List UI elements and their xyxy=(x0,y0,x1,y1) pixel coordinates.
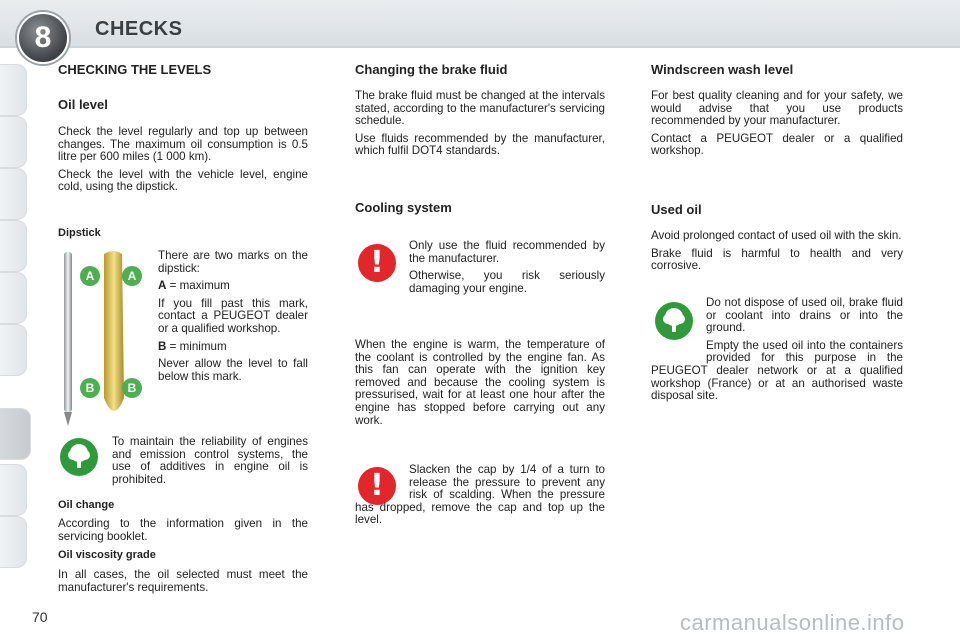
eco-icon-spacer xyxy=(651,297,706,357)
oil-level-paragraph: Check the level with the vehicle level, engine cold, using the dipstick. xyxy=(58,167,308,194)
disposal-paragraph: Do not dispose of used oil, brake fluid or coolant into drains or into the ground. xyxy=(706,296,903,335)
oil-level-heading: Oil level xyxy=(58,97,108,112)
chapter-tab-active[interactable] xyxy=(0,408,31,460)
mark-a-text: = maximum xyxy=(166,279,230,293)
chapter-tab[interactable] xyxy=(0,272,27,324)
cooling-system-text: When the engine is warm, the temperature of the coolant is controlled by the engine fan. As this fan can operate with the ignition key removed and because the cooling system is pressurised, wait for at least one hour after the engine has stopped before carrying out any work. xyxy=(355,338,605,427)
warning-icon: ! xyxy=(358,244,396,282)
dipstick-text xyxy=(158,250,308,388)
washer-heading: Windscreen wash level xyxy=(651,62,794,77)
viscosity-text: In all cases, the oil selected must meet the manufacturer's requirements. xyxy=(58,568,308,594)
used-oil-paragraph: Brake fluid is harmful to health and very corrosive. xyxy=(651,246,903,273)
marker-b: B xyxy=(80,378,100,398)
brake-fluid-paragraph: The brake fluid must be changed at the intervals stated, according to the manufacturer's servicing schedule. xyxy=(355,89,605,128)
used-oil-text xyxy=(651,230,903,278)
used-oil-paragraph: Avoid prolonged contact of used oil with the skin. xyxy=(651,229,902,242)
chapter-tab[interactable] xyxy=(0,516,27,568)
used-oil-heading: Used oil xyxy=(651,202,702,217)
oil-level-text xyxy=(58,126,308,199)
oil-change-text: According to the information given in the servicing booklet. xyxy=(58,517,308,543)
marker-b: B xyxy=(122,378,142,398)
dipstick-intro: There are two marks on the dipstick: xyxy=(158,249,308,275)
warning-paragraph: Otherwise, you risk seriously damaging your engine. xyxy=(409,269,605,295)
warning-icon: ! xyxy=(358,467,396,505)
dipstick-rod xyxy=(64,252,72,412)
warning-icon-spacer xyxy=(355,464,409,500)
viscosity-heading: Oil viscosity grade xyxy=(58,549,156,561)
chapter-tab[interactable] xyxy=(0,324,27,376)
main-heading: CHECKING THE LEVELS xyxy=(58,62,212,77)
washer-text xyxy=(651,90,903,163)
mark-a-letter: A xyxy=(158,279,167,293)
brake-fluid-text xyxy=(355,90,605,163)
chapter-tab[interactable] xyxy=(0,464,27,516)
pressure-cap-text: Slacken the cap by 1/4 of a turn to release the pressure to prevent any risk of scalding. When the pressure has dropped, remove the cap and top up the level. xyxy=(355,463,605,527)
chapter-number-badge: 8 xyxy=(17,12,69,64)
mark-b-letter: B xyxy=(158,339,167,353)
washer-paragraph: For best quality cleaning and for your safety, we would advise that you use products recommended by your manufacturer. xyxy=(651,89,903,128)
additives-note: To maintain the reliability of engines and emission control systems, the use of additives in engine oil is prohibited. xyxy=(112,435,308,486)
marker-a: A xyxy=(122,266,142,286)
chapter-tab[interactable] xyxy=(0,220,27,272)
brake-fluid-heading: Changing the brake fluid xyxy=(355,62,508,77)
disposal-paragraph: Empty the used oil into the containers provided for this purpose in the PEUGEOT dealer network or at a qualified workshop (France) or at an authorised waste disposal site. xyxy=(651,338,903,403)
warning-paragraph: Only use the fluid recommended by the manufacturer. xyxy=(409,239,605,265)
mark-b-note: Never allow the level to fall below this mark. xyxy=(158,357,308,383)
chapter-tabs xyxy=(0,64,34,584)
mark-a-note: If you fill past this mark, contact a PEUGEOT dealer or a qualified workshop. xyxy=(158,296,308,335)
chapter-tab[interactable] xyxy=(0,64,27,116)
chapter-tab[interactable] xyxy=(0,168,27,220)
brake-fluid-paragraph: Use fluids recommended by the manufacturer, which fulfil DOT4 standards. xyxy=(355,131,605,158)
mark-b-line xyxy=(158,341,308,354)
oil-level-paragraph: Check the level regularly and top up between changes. The maximum oil consumption is 0.5 litre per 600 miles (1 000 km). xyxy=(58,125,308,164)
dipstick-tip xyxy=(64,412,72,426)
mark-b-text: = minimum xyxy=(166,339,227,353)
washer-paragraph: Contact a PEUGEOT dealer or a qualified workshop. xyxy=(651,131,903,158)
dipstick-heading: Dipstick xyxy=(58,227,101,239)
marker-a: A xyxy=(80,266,100,286)
mark-a-line xyxy=(158,280,308,293)
coolant-fluid-warning xyxy=(409,240,605,300)
cooling-system-heading: Cooling system xyxy=(355,200,452,215)
watermark: carmanualsonline.info xyxy=(680,610,905,635)
page-number: 70 xyxy=(32,609,48,625)
disposal-text xyxy=(651,297,903,408)
pressure-cap-warning xyxy=(355,464,605,527)
header-divider xyxy=(0,46,960,48)
chapter-title: CHECKS xyxy=(95,18,183,40)
eco-tree-icon xyxy=(60,438,98,476)
dipstick-tube xyxy=(104,251,124,411)
chapter-tab[interactable] xyxy=(0,116,27,168)
oil-change-heading: Oil change xyxy=(58,499,115,511)
